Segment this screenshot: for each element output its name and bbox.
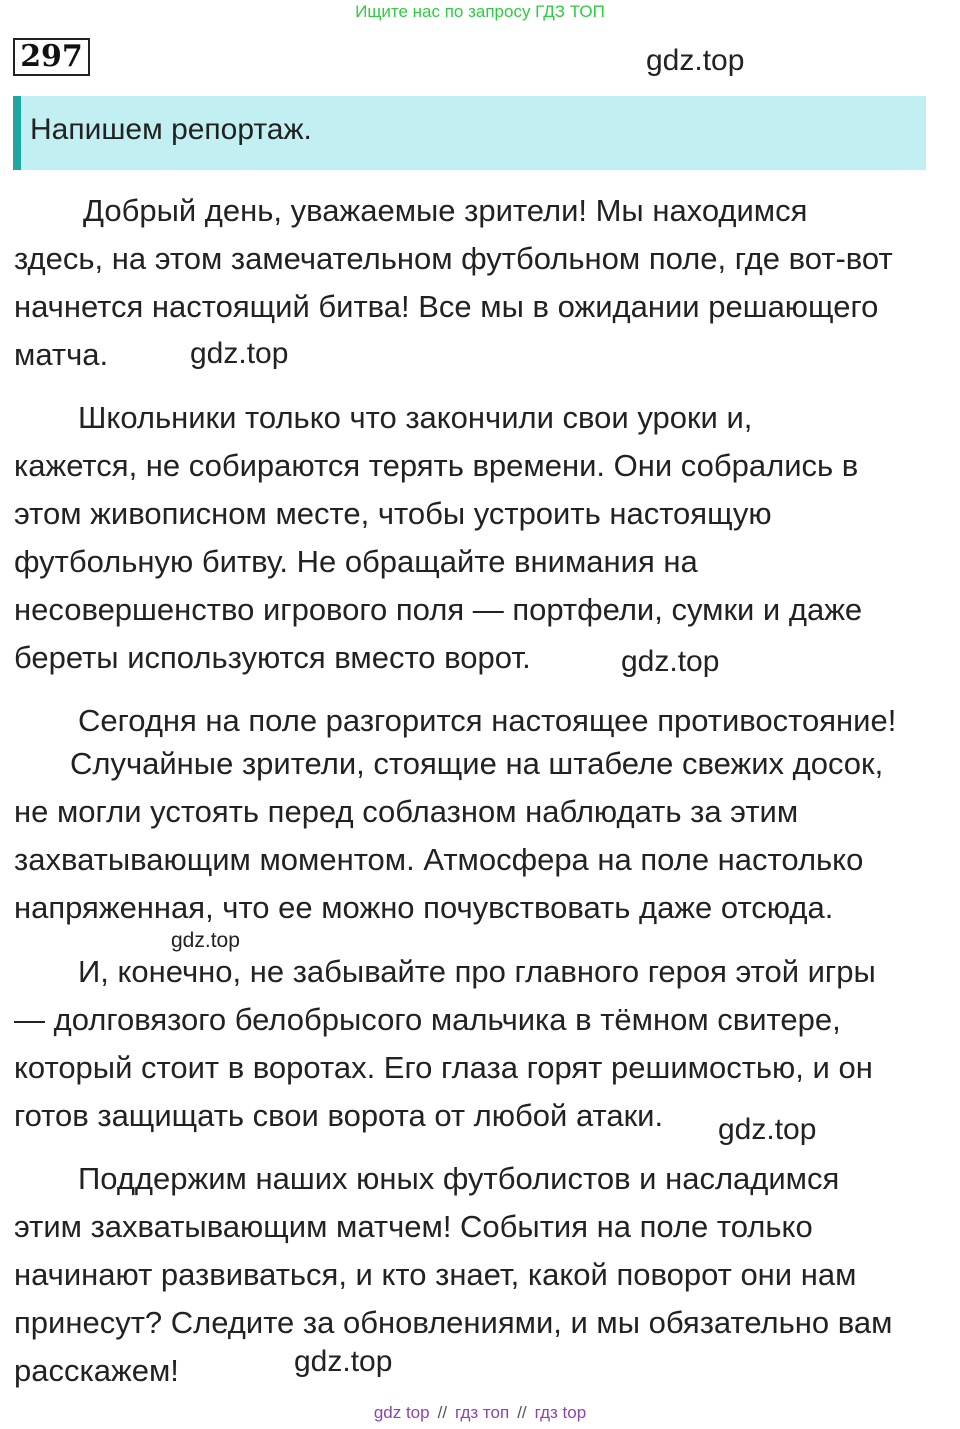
text-line: Добрый день, уважаемые зрители! Мы находимся (83, 193, 808, 228)
text-line: этом живописном месте, чтобы устроить настоящую (14, 496, 772, 531)
footer-separator: // (437, 1403, 448, 1422)
text-line: здесь, на этом замечательном футбольном поле, где вот-вот (14, 241, 893, 276)
text-line: несовершенство игрового поля — портфели, сумки и даже (14, 592, 863, 627)
footer-separator: // (517, 1403, 527, 1422)
text-line: готов защищать свои ворота от любой атаки. (14, 1098, 664, 1133)
text-line: И, конечно, не забывайте про главного героя этой игры (78, 954, 876, 989)
text-line: Случайные зрители, стоящие на штабеле свежих досок, (70, 746, 884, 781)
task-number: 297 (13, 38, 90, 76)
watermark: gdz.top (294, 1345, 393, 1378)
text-line: Поддержим наших юных футболистов и насладимся (78, 1161, 840, 1196)
text-line: Школьники только что закончили свои уроки и, (78, 400, 753, 435)
footer-link[interactable]: гдз топ (455, 1403, 510, 1422)
text-line: который стоит в воротах. Его глаза горят решимостью, и он (14, 1050, 873, 1085)
text-line: не могли устоять перед соблазном наблюдать за этим (14, 794, 799, 829)
footer-links (0, 1403, 960, 1423)
text-line: матча. (14, 337, 109, 372)
text-line: расскажем! (14, 1353, 179, 1388)
footer-link[interactable]: gdz top (373, 1403, 430, 1422)
text-line: береты используются вместо ворот. (14, 640, 531, 675)
text-line: принесут? Следите за обновлениями, и мы обязательно вам (14, 1305, 893, 1340)
text-line: — долговязого белобрысого мальчика в тёмном свитере, (14, 1002, 841, 1037)
top-banner[interactable]: Ищите нас по запросу ГДЗ ТОП (355, 2, 605, 21)
watermark: gdz.top (646, 44, 745, 77)
text-line: начнется настоящий битва! Все мы в ожидании решающего (14, 289, 879, 324)
text-line: начинают развиваться, и кто знает, какой поворот они нам (14, 1257, 857, 1292)
watermark: gdz.top (190, 337, 289, 370)
task-title: Напишем репортаж. (30, 113, 312, 146)
text-line: футбольную битву. Не обращайте внимания на (14, 544, 698, 579)
text-line: Сегодня на поле разгорится настоящее противостояние! (78, 703, 897, 738)
watermark: gdz.top (718, 1113, 817, 1146)
text-line: кажется, не собираются терять времени. Они собрались в (14, 448, 859, 483)
footer-link[interactable]: гдз top (534, 1403, 587, 1422)
text-line: напряженная, что ее можно почувствовать даже отсюда. (14, 890, 834, 925)
text-line: этим захватывающим матчем! События на поле только (14, 1209, 813, 1244)
text-line: захватывающим моментом. Атмосфера на поле настолько (14, 842, 864, 877)
watermark: gdz.top (621, 645, 720, 678)
watermark: gdz.top (171, 929, 240, 952)
